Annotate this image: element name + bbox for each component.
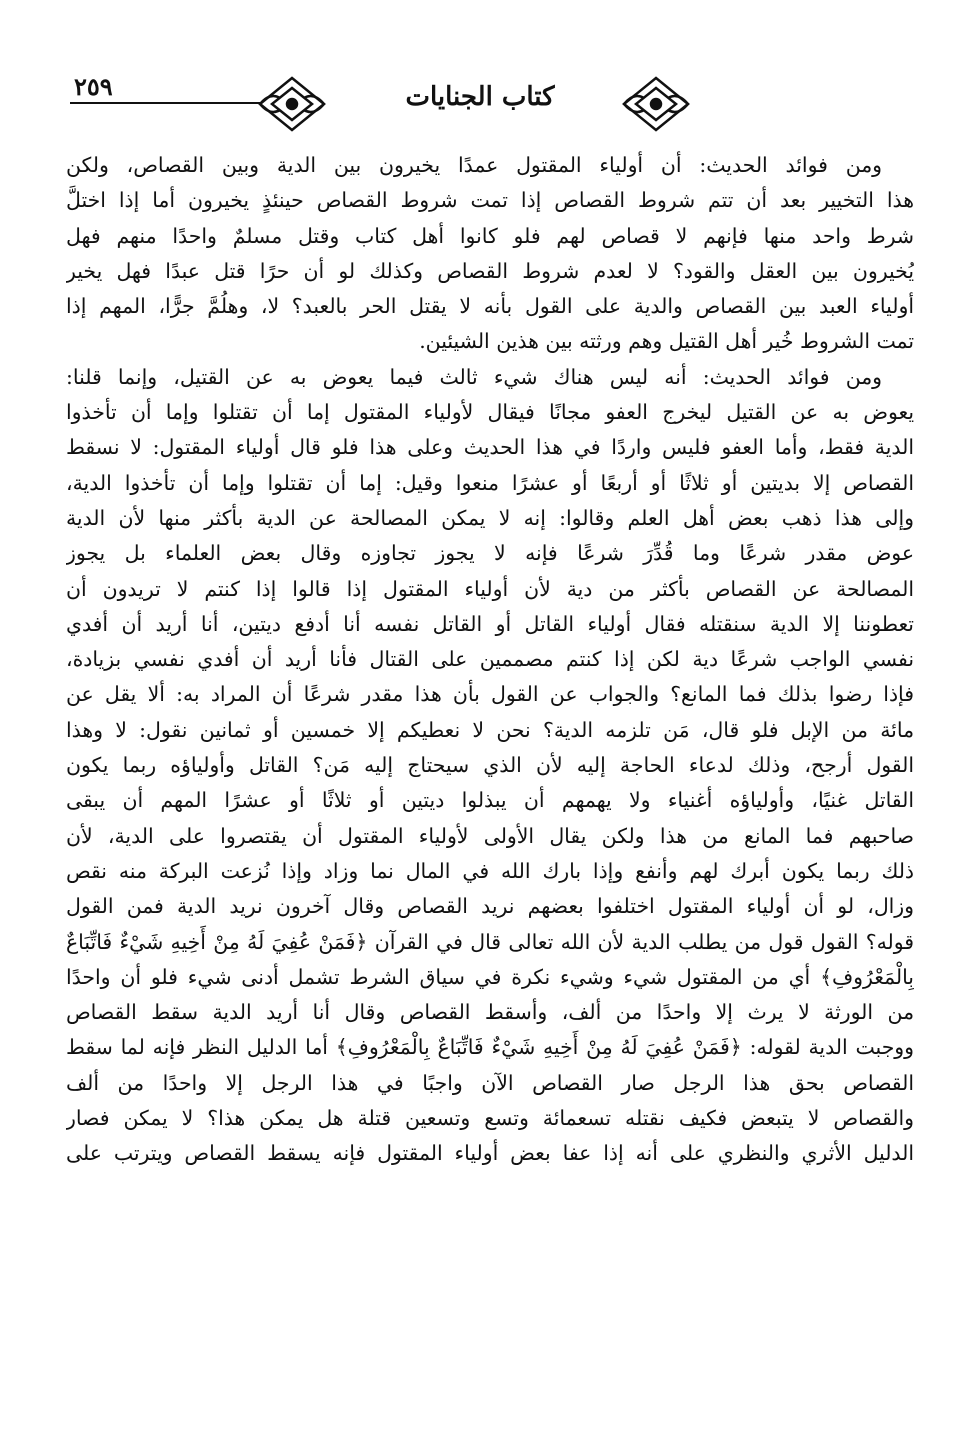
text-line: عوض مقدر شرعًا وما قُدِّرَ شرعًا فإنه لا يجوز تجاوزه وقال بعض العلماء بل يجوز xyxy=(66,541,914,566)
text-line: القصاص إلا بديتين أو ثلاثًا أو أربعًا أو عشرًا منعوا وقيل: إما أن تقتلوا وإما أن تأخذوا الدية، xyxy=(66,470,914,495)
text-line: نفسي الواجب شرعًا دية لكن إذا كنتم مصممين على القتال فأنا أريد أن أفدي نفسي بزيادة، xyxy=(66,647,914,672)
text-line: وزال، لو أن أولياء المقتول اختلفوا بعضهم نريد القصاص وقال آخرون نريد الدية فمن القول xyxy=(66,894,914,919)
text-line: يُخيرون بين العقل والقود؟ لا لعدم شروط القصاص وكذلك لو أن حرًا قتل عبدًا فهل يخير xyxy=(66,258,914,283)
text-line: الدية فقط، وأما العفو فليس واردًا في هذا الحديث وعلى هذا فلو قال أولياء المقتول: لا نسقط xyxy=(66,435,914,460)
text-line: القول أرجح، وذلك لدعاء الحاجة إليه لأن الذي سيحتاج إليه مَن؟ القاتل وأولياؤه ربما يكون xyxy=(66,753,914,778)
text-line: بِالْمَعْرُوفِ﴾ أي من المقتول شيء وشيء نكرة في سياق الشرط تشمل أدنى شيء فلو أن واحدًا xyxy=(66,964,914,989)
ornament-icon xyxy=(256,74,328,134)
text-line: ومن فوائد الحديث: أن أولياء المقتول عمدًا يخيرون بين الدية وبين القصاص، ولكن xyxy=(66,153,882,177)
text-line: المصالحة عن القصاص بأكثر من دية لأن أولياء المقتول إذا قالوا إذا كنتم لا تريدون أن xyxy=(66,576,914,601)
text-line: القصاص بحق هذا الرجل صار القصاص الآن واجبًا في هذا الرجل إلا واحدًا من ألف xyxy=(66,1070,914,1095)
text-line: من الورثة لا يرث إلا واحدًا من ألف، وأسقط القصاص وقال أنا أريد الدية سقط القصاص xyxy=(66,1000,914,1025)
text-line: ومن فوائد الحديث: أنه ليس هناك شيء ثالث فيما يعوض به عن القتيل، وإنما قلنا: xyxy=(66,364,882,389)
text-line: والقصاص لا يتبعض فكيف نقتله تسعمائة وتسع وتسعين قتلة هل يمكن هذا؟ لا يمكن فصار xyxy=(66,1106,914,1131)
text-line: تعطوننا إلا الدية سنقتله فقال أولياء القاتل أو القاتل نفسه أنا أدفع ديتين، أنا أريد أن أفدي xyxy=(66,611,914,636)
page-header xyxy=(60,70,918,140)
text-line: شرط واحد منها فإنهم لا قصاص لهم فلو كانوا أهل كتاب وقتل مسلمٌ واحدًا منهم فهل xyxy=(66,223,914,248)
book-title: كتاب الجنايات xyxy=(405,82,555,112)
text-line: تمت الشروط خُير أهل القتيل وهم ورثته بين هذين الشيئين. xyxy=(419,329,914,354)
header-rule xyxy=(70,102,260,104)
text-line: يعوض به عن القتيل ليخرج العفو مجانًا فيقال لأولياء المقتول إما أن تقتلوا وإما أن تأخذوا xyxy=(66,400,914,425)
ornament-icon xyxy=(620,74,692,134)
text-line: الدليل الأثري والنظري على أنه إذا عفا بعض أولياء المقتول فإنه يسقط القصاص ويترتب على xyxy=(66,1141,914,1166)
text-line: ووجبت الدية لقوله: ﴿فَمَنْ عُفِيَ لَهُ مِنْ أَخِيهِ شَيْءٌ فَاتِّبَاعٌ بِالْمَعْرُوفِ﴾ أما الدليل النظر فإنه لما سقط xyxy=(66,1035,914,1060)
text-line: مائة من الإبل فلو قال، مَن تلزمه الدية؟ نحن لا نعطيكم إلا خمسين أو ثمانين نقول: لا وهذا xyxy=(66,717,914,742)
text-line: قوله؟ القول قول من يطلب الدية لأن الله تعالى قال في القرآن ﴿فَمَنْ عُفِيَ لَهُ مِنْ أَخِيهِ شَيْءٌ فَاتِّبَاعٌ xyxy=(66,929,914,954)
page-body xyxy=(66,148,914,1172)
text-line: صاحبهم فما المانع من هذا ولكن يقال الأولى لأولياء المقتول أن يقتصروا على الدية، لأن xyxy=(66,823,914,848)
text-line: وإلى هذا ذهب بعض أهل العلم وقالوا: إنه لا يمكن المصالحة عن الدية بأكثر منها لأن الدية xyxy=(66,505,914,530)
text-line: أولياء العبد بين القصاص والدية على القول بأنه لا يقتل الحر بالعبد؟ لا، وهلُمَّ جرًّا، المهم إذا xyxy=(66,294,914,319)
text-line: ذلك ربما يكون أبرك لهم وأنفع وإذا بارك الله في المال نما وزاد وإذا نُزعت البركة منه نقص xyxy=(66,858,914,883)
page-number: ٢٥٩ xyxy=(74,72,113,101)
text-line: هذا التخيير بعد أن تتم شروط القصاص إذا تمت شروط القصاص حينئذٍ يخيرون أما إذا اختلَّ xyxy=(66,188,914,213)
text-line: القاتل غنيًا، وأولياؤه أغنياء ولا يهمهم أن يبذلوا ديتين أو ثلاثًا أو عشرًا المهم أن يبقى xyxy=(66,788,914,813)
text-line: فإذا رضوا بذلك فما المانع؟ والجواب عن القول بأن هذا مقدر شرعًا أن المراد به: ألا يقل عن xyxy=(66,682,914,707)
